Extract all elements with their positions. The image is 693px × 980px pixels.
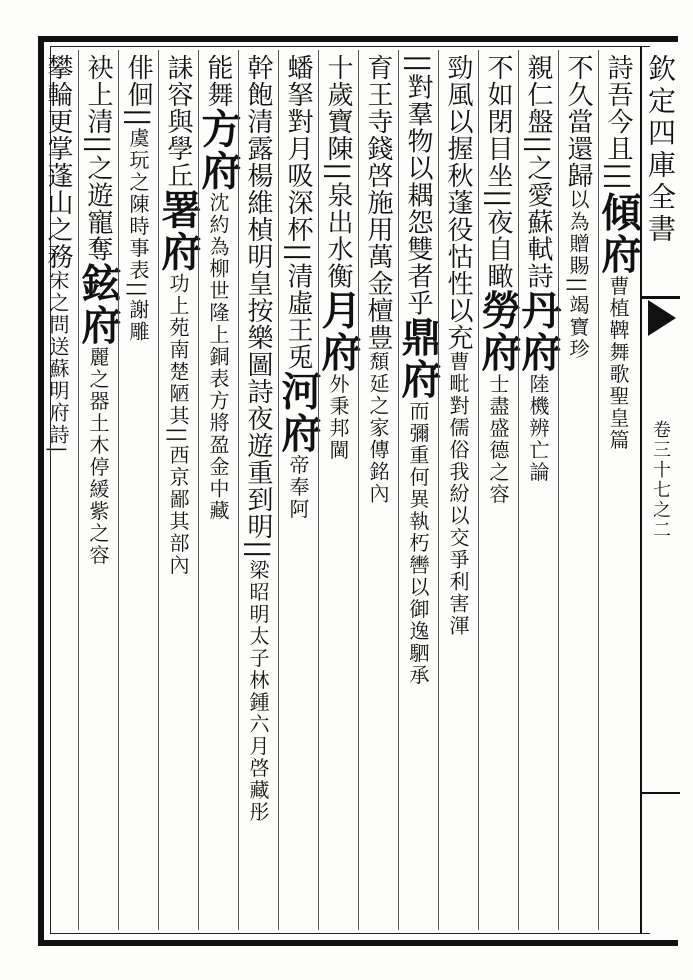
text-columns [43,50,642,930]
annotation-text: 曹植鞞舞歌聖皇篇 [606,275,630,452]
body-text: 蟠拏對月吸深杯||清虛王兎 [283,54,313,371]
fishtail-rule-bottom [640,792,680,794]
text-column [515,50,562,930]
entry-heading: 月府 [315,289,362,374]
book-title: 欽定四庫全書 [644,54,677,246]
entry-heading: 河府 [275,370,322,455]
annotation-text: 宋之問送蘇明府詩| [46,270,70,455]
body-text: 詩吾今且||| [603,54,633,192]
body-text: 袂上清||之遊寵奪 [83,54,113,263]
volume-label: 卷三十七之二 [650,420,671,540]
text-column [558,50,598,930]
entry-heading: 丹府 [515,289,562,374]
annotation-text: 虞玩之陳時事表||謝雕 [126,127,150,344]
annotation-text: 頹延之家傳銘內 [366,351,390,505]
entry-heading: 署府 [155,189,202,273]
entry-heading: 勞府 [475,289,522,374]
body-text: 能舞 [203,54,233,108]
annotation-text: 麗之器土木停緩紫之容 [86,346,110,567]
entry-heading: 鼎府 [395,316,442,401]
text-column [118,50,158,930]
body-text: 幹飽清露楊維楨明皇按樂圖詩夜遊重到明|| [243,54,273,560]
text-column [275,50,322,930]
text-column [358,50,398,930]
annotation-text: 梁昭明太子林鍾六月啓藏彤 [246,559,270,824]
annotation-text: 而彌重何異執朽轡以御逸駟承 [406,400,430,687]
body-text: 攀輪更掌蓬山之務 [43,54,73,270]
body-text: ||對羣物以耦怨雙者乎 [403,54,433,317]
annotation-text: 帝奉阿 [286,454,310,521]
entry-heading: 傾府 [595,191,642,276]
text-column [238,50,278,930]
body-text: 誄容與學丘 [163,54,193,189]
fishtail-mark [648,300,676,336]
annotation-text: 曹毗對儒俗我紛以交爭利害渾 [446,351,470,637]
body-text: 十歲寶陳||泉出水衡 [323,54,353,290]
fishtail-rule-top [640,296,680,299]
body-text: 育王寺錢啓施用萬金檀豊 [363,54,393,351]
annotation-text: 外秉邦閫 [326,373,350,462]
annotation-text: 士盡盛德之容 [486,373,510,506]
text-column [75,50,122,930]
annotation-text: 功上苑南楚陋其||西京鄙其部內 [166,273,190,577]
text-column [315,50,362,930]
body-text: 不久當還歸 [563,54,593,189]
text-column [595,50,642,930]
text-column [395,50,442,930]
body-text: 親仁盤||之愛蘇軾詩 [523,54,553,290]
text-column [155,50,202,930]
annotation-text: 以為贈賜||竭寶珍 [566,189,590,361]
body-text: 俳佪|| [123,54,153,128]
text-column [475,50,522,930]
annotation-text: 陸機辨亡論 [526,373,550,484]
text-column [38,50,78,930]
text-column [195,50,242,930]
text-column [438,50,478,930]
entry-heading: 方府 [195,108,242,192]
body-text: 勁風以握秋蓬役怙性以充 [443,54,473,351]
body-text: 不如閉目坐||夜自瞰 [483,54,513,290]
annotation-text: 沈約為柳世隆上銅表方將盈金中藏 [206,192,230,522]
entry-heading: 鉉府 [75,262,122,347]
